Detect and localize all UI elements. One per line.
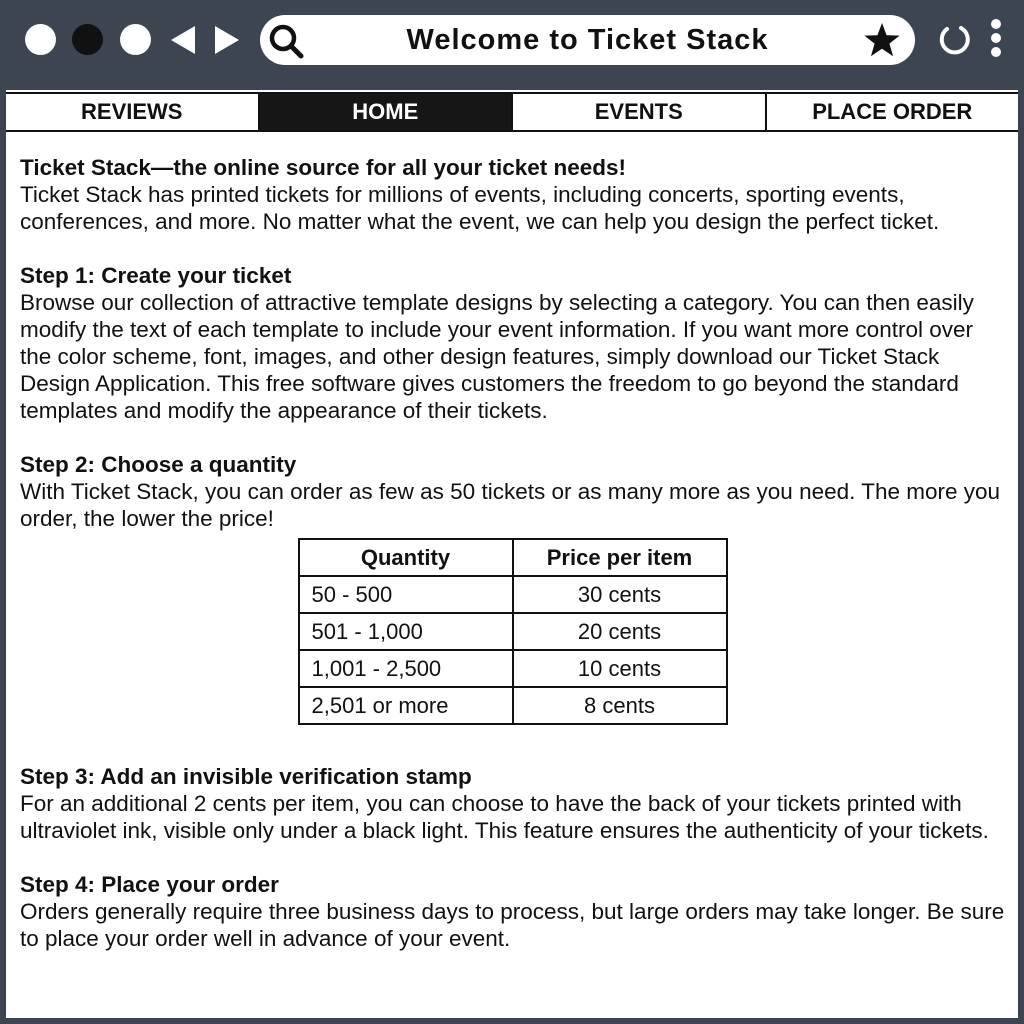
tab-home[interactable]: HOME (260, 94, 514, 130)
search-icon[interactable] (266, 21, 306, 61)
back-arrow-icon[interactable] (171, 26, 195, 54)
refresh-icon[interactable] (937, 22, 973, 58)
step2-heading: Step 2: Choose a quantity (20, 452, 297, 477)
table-row (299, 687, 727, 724)
step1-body: Browse our collection of attractive template designs by selecting a category. You can then easily modify the text of each template to include your event information. If you want more control over the color scheme, font, images, and other design features, simply download our Ticket Stack Design Application. This free software gives customers the freedom to go beyond the standard templates and modify the appearance of their tickets. (20, 290, 974, 423)
table-cell-price: 20 cents (513, 613, 727, 650)
table-cell-price: 30 cents (513, 576, 727, 613)
browser-toolbar (0, 0, 1024, 80)
page-content (20, 154, 1005, 979)
step4-body: Orders generally require three business days to process, but large orders may take longer. Be sure to place your order well in advance of your event. (20, 899, 1005, 951)
step3-heading: Step 3: Add an invisible verification stamp (20, 764, 472, 789)
table-header-price: Price per item (513, 539, 727, 576)
intro-section (20, 154, 1005, 235)
step1-section (20, 262, 1005, 424)
table-header-row (299, 539, 727, 576)
web-page (6, 90, 1018, 1018)
table-cell-quantity: 501 - 1,000 (299, 613, 513, 650)
tab-reviews[interactable]: REVIEWS (6, 94, 260, 130)
intro-body: Ticket Stack has printed tickets for millions of events, including concerts, sporting events, conferences, and more. No matter what the event, we can help you design the perfect ticket. (20, 182, 940, 234)
page-title: Welcome to Ticket Stack (406, 24, 769, 56)
address-bar[interactable] (260, 15, 915, 65)
table-cell-quantity: 50 - 500 (299, 576, 513, 613)
table-row (299, 650, 727, 687)
table-row (299, 576, 727, 613)
table-row (299, 613, 727, 650)
step2-body: With Ticket Stack, you can order as few as 50 tickets or as many more as you need. The more you order, the lower the price! (20, 479, 1001, 531)
step2-section (20, 451, 1005, 532)
window-minimize-button[interactable] (72, 24, 103, 55)
tab-place-order[interactable]: PLACE ORDER (767, 94, 1019, 130)
table-cell-quantity: 1,001 - 2,500 (299, 650, 513, 687)
table-header-quantity: Quantity (299, 539, 513, 576)
price-table (298, 538, 728, 725)
price-table-wrapper (20, 538, 1005, 725)
window-maximize-button[interactable] (120, 24, 151, 55)
tab-events[interactable]: EVENTS (513, 94, 767, 130)
table-cell-quantity: 2,501 or more (299, 687, 513, 724)
star-icon[interactable] (863, 22, 901, 58)
step3-body: For an additional 2 cents per item, you can choose to have the back of your tickets printed with ultraviolet ink, visible only under a black light. This feature ensures the authenticity of your tickets. (20, 791, 989, 843)
table-cell-price: 8 cents (513, 687, 727, 724)
step3-section (20, 763, 1005, 844)
step4-section (20, 871, 1005, 952)
step4-heading: Step 4: Place your order (20, 872, 279, 897)
intro-heading: Ticket Stack—the online source for all your ticket needs! (20, 155, 627, 180)
nav-tabs (6, 92, 1018, 132)
window-close-button[interactable] (25, 24, 56, 55)
step1-heading: Step 1: Create your ticket (20, 263, 292, 288)
menu-icon[interactable] (986, 18, 1006, 60)
forward-arrow-icon[interactable] (215, 26, 239, 54)
table-cell-price: 10 cents (513, 650, 727, 687)
